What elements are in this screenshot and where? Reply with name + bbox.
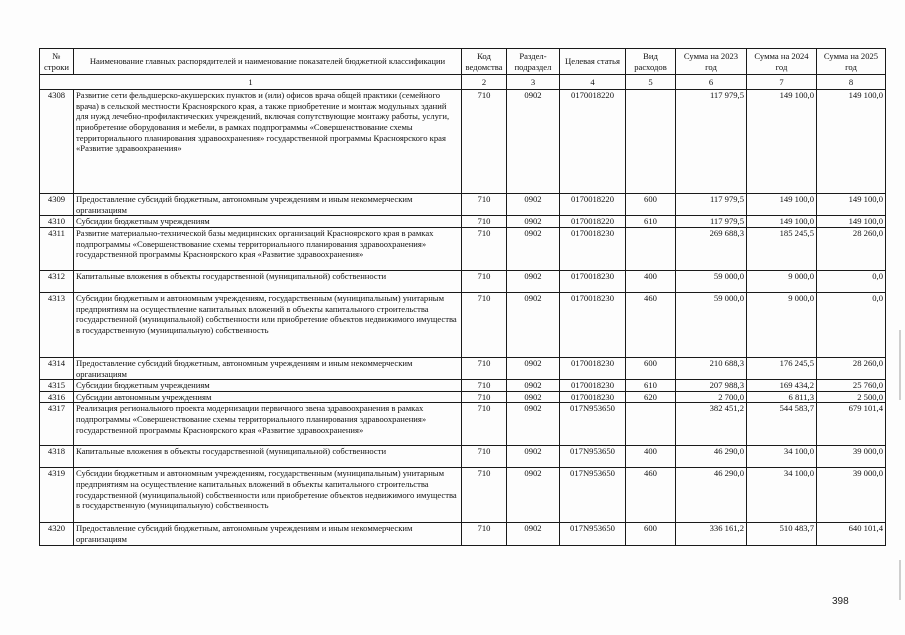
sum-2024-cell: 149 100,0 xyxy=(747,216,817,228)
vid-cell: 610 xyxy=(626,380,676,392)
table-row xyxy=(40,446,886,468)
vedomstvo-cell: 710 xyxy=(462,391,507,403)
vid-cell: 610 xyxy=(626,216,676,228)
statya-cell: 017N953650 xyxy=(560,446,626,468)
header-cell: Сумма на 2024 год xyxy=(747,49,817,75)
sum-2024-cell: 169 434,2 xyxy=(747,380,817,392)
sum-2025-cell: 0,0 xyxy=(817,270,886,292)
vid-cell: 600 xyxy=(626,523,676,545)
razdel-cell: 0902 xyxy=(507,468,560,523)
statya-cell: 017N953650 xyxy=(560,523,626,545)
statya-cell: 017N953650 xyxy=(560,468,626,523)
sum-2024-cell: 176 245,5 xyxy=(747,357,817,379)
row-number-cell: 4320 xyxy=(40,523,74,545)
sum-2024-cell: 9 000,0 xyxy=(747,270,817,292)
row-name-cell: Субсидии автономным учреждениям xyxy=(74,391,462,403)
vedomstvo-cell: 710 xyxy=(462,403,507,446)
header-cell: Наименование главных распорядителей и наименование показателей бюджетной классификации xyxy=(74,49,462,75)
row-number-cell: 4312 xyxy=(40,270,74,292)
header-row xyxy=(40,49,886,75)
sum-2023-cell: 117 979,5 xyxy=(676,216,747,228)
statya-cell: 0170018230 xyxy=(560,270,626,292)
sum-2025-cell: 149 100,0 xyxy=(817,90,886,194)
column-number-cell: 2 xyxy=(462,75,507,90)
razdel-cell: 0902 xyxy=(507,292,560,357)
razdel-cell: 0902 xyxy=(507,357,560,379)
scan-artifact xyxy=(899,330,901,400)
sum-2023-cell: 46 290,0 xyxy=(676,446,747,468)
vid-cell: 460 xyxy=(626,292,676,357)
row-name-cell: Реализация регионального проекта модернизации первичного звена здравоохранения в рамках подпрограммы «Совершенствование схемы территориального планирования здравоохранения» государственной программы Красноярского края «Развитие здравоохранения» xyxy=(74,403,462,446)
vedomstvo-cell: 710 xyxy=(462,194,507,216)
header-cell: Код ведомства xyxy=(462,49,507,75)
row-number-cell: 4313 xyxy=(40,292,74,357)
sum-2023-cell: 59 000,0 xyxy=(676,292,747,357)
sum-2024-cell: 149 100,0 xyxy=(747,90,817,194)
sum-2025-cell: 2 500,0 xyxy=(817,391,886,403)
razdel-cell: 0902 xyxy=(507,90,560,194)
vedomstvo-cell: 710 xyxy=(462,270,507,292)
razdel-cell: 0902 xyxy=(507,523,560,545)
sum-2024-cell: 6 811,3 xyxy=(747,391,817,403)
vid-cell: 600 xyxy=(626,357,676,379)
row-number-cell: 4315 xyxy=(40,380,74,392)
header-cell: Сумма на 2025 год xyxy=(817,49,886,75)
vedomstvo-cell: 710 xyxy=(462,357,507,379)
statya-cell: 0170018220 xyxy=(560,194,626,216)
statya-cell: 0170018230 xyxy=(560,380,626,392)
sum-2023-cell: 382 451,2 xyxy=(676,403,747,446)
row-name-cell: Развитие сети фельдшерско-акушерских пунктов и (или) офисов врача общей практики (семейного врача) в сельской местности Красноярского края, а также приобретение и монтаж модульных зданий для нужд лечебно-профилактических учреждений, включая сопутствующие монтажу работы, услуги, приобретение оборудования и мебели, в рамках подпрограммы «Совершенствование схемы территориального планирования здравоохранения» государственной программы Красноярского края «Развитие здравоохранения» xyxy=(74,90,462,194)
sum-2025-cell: 149 100,0 xyxy=(817,194,886,216)
row-name-cell: Развитие материально-технической базы медицинских организаций Красноярского края в рамках подпрограммы «Совершенствование схемы территориального планирования здравоохранения» государственной программы Красноярского края «Развитие здравоохранения» xyxy=(74,227,462,270)
column-number-cell: 8 xyxy=(817,75,886,90)
table-row xyxy=(40,292,886,357)
sum-2025-cell: 25 760,0 xyxy=(817,380,886,392)
vid-cell: 600 xyxy=(626,194,676,216)
budget-table xyxy=(39,48,886,546)
row-number-cell: 4308 xyxy=(40,90,74,194)
sum-2025-cell: 39 000,0 xyxy=(817,468,886,523)
column-number-row xyxy=(40,75,886,90)
sum-2024-cell: 34 100,0 xyxy=(747,446,817,468)
table-row xyxy=(40,403,886,446)
sum-2024-cell: 34 100,0 xyxy=(747,468,817,523)
page-number: 398 xyxy=(832,596,849,607)
column-number-cell: 3 xyxy=(507,75,560,90)
statya-cell: 0170018220 xyxy=(560,216,626,228)
razdel-cell: 0902 xyxy=(507,216,560,228)
header-cell: № строки xyxy=(40,49,74,75)
vedomstvo-cell: 710 xyxy=(462,446,507,468)
row-name-cell: Предоставление субсидий бюджетным, автономным учреждениям и иным некоммерческим организациям xyxy=(74,523,462,545)
column-number-cell: 5 xyxy=(626,75,676,90)
sum-2023-cell: 210 688,3 xyxy=(676,357,747,379)
sum-2023-cell: 46 290,0 xyxy=(676,468,747,523)
column-number-cell: 6 xyxy=(676,75,747,90)
vedomstvo-cell: 710 xyxy=(462,227,507,270)
table-row xyxy=(40,216,886,228)
row-name-cell: Капитальные вложения в объекты государственной (муниципальной) собственности xyxy=(74,446,462,468)
razdel-cell: 0902 xyxy=(507,227,560,270)
vid-cell xyxy=(626,227,676,270)
sum-2023-cell: 336 161,2 xyxy=(676,523,747,545)
vid-cell: 620 xyxy=(626,391,676,403)
row-number-cell: 4318 xyxy=(40,446,74,468)
sum-2024-cell: 149 100,0 xyxy=(747,194,817,216)
table-row xyxy=(40,90,886,194)
razdel-cell: 0902 xyxy=(507,194,560,216)
sum-2024-cell: 510 483,7 xyxy=(747,523,817,545)
vedomstvo-cell: 710 xyxy=(462,90,507,194)
sum-2024-cell: 544 583,7 xyxy=(747,403,817,446)
sum-2024-cell: 185 245,5 xyxy=(747,227,817,270)
razdel-cell: 0902 xyxy=(507,391,560,403)
vedomstvo-cell: 710 xyxy=(462,216,507,228)
row-name-cell: Субсидии бюджетным учреждениям xyxy=(74,380,462,392)
vedomstvo-cell: 710 xyxy=(462,380,507,392)
vedomstvo-cell: 710 xyxy=(462,292,507,357)
row-number-cell: 4317 xyxy=(40,403,74,446)
table-row xyxy=(40,468,886,523)
statya-cell: 0170018230 xyxy=(560,391,626,403)
vid-cell xyxy=(626,403,676,446)
row-number-cell: 4309 xyxy=(40,194,74,216)
table-row xyxy=(40,194,886,216)
row-number-cell: 4310 xyxy=(40,216,74,228)
sum-2025-cell: 149 100,0 xyxy=(817,216,886,228)
sum-2025-cell: 0,0 xyxy=(817,292,886,357)
scan-artifact xyxy=(899,560,901,600)
column-number-cell: 4 xyxy=(560,75,626,90)
table-row xyxy=(40,380,886,392)
row-number-cell: 4319 xyxy=(40,468,74,523)
table-row xyxy=(40,523,886,545)
header-cell: Сумма на 2023 год xyxy=(676,49,747,75)
razdel-cell: 0902 xyxy=(507,380,560,392)
statya-cell: 0170018230 xyxy=(560,292,626,357)
table-row xyxy=(40,391,886,403)
row-name-cell: Капитальные вложения в объекты государственной (муниципальной) собственности xyxy=(74,270,462,292)
sum-2025-cell: 640 101,4 xyxy=(817,523,886,545)
sum-2023-cell: 117 979,5 xyxy=(676,90,747,194)
sum-2023-cell: 269 688,3 xyxy=(676,227,747,270)
sum-2024-cell: 9 000,0 xyxy=(747,292,817,357)
column-number-cell: 7 xyxy=(747,75,817,90)
vid-cell xyxy=(626,90,676,194)
razdel-cell: 0902 xyxy=(507,270,560,292)
statya-cell: 0170018230 xyxy=(560,357,626,379)
vedomstvo-cell: 710 xyxy=(462,468,507,523)
row-number-cell: 4314 xyxy=(40,357,74,379)
sum-2023-cell: 2 700,0 xyxy=(676,391,747,403)
column-number-cell: 1 xyxy=(40,75,462,90)
row-name-cell: Субсидии бюджетным учреждениям xyxy=(74,216,462,228)
razdel-cell: 0902 xyxy=(507,403,560,446)
statya-cell: 017N953650 xyxy=(560,403,626,446)
row-number-cell: 4316 xyxy=(40,391,74,403)
sum-2023-cell: 207 988,3 xyxy=(676,380,747,392)
vid-cell: 400 xyxy=(626,270,676,292)
sum-2025-cell: 28 260,0 xyxy=(817,357,886,379)
sum-2023-cell: 117 979,5 xyxy=(676,194,747,216)
header-cell: Раздел-подраздел xyxy=(507,49,560,75)
table-row xyxy=(40,270,886,292)
table-row xyxy=(40,227,886,270)
vid-cell: 400 xyxy=(626,446,676,468)
row-name-cell: Субсидии бюджетным и автономным учреждениям, государственным (муниципальным) унитарным предприятиям на осуществление капитальных вложений в объекты капитального строительства государственной (муниципальной) собственности или приобретение объектов недвижимого имущества в государственную (муниципальную) собственность xyxy=(74,468,462,523)
sum-2023-cell: 59 000,0 xyxy=(676,270,747,292)
row-name-cell: Предоставление субсидий бюджетным, автономным учреждениям и иным некоммерческим организациям xyxy=(74,194,462,216)
sum-2025-cell: 679 101,4 xyxy=(817,403,886,446)
table-row xyxy=(40,357,886,379)
row-number-cell: 4311 xyxy=(40,227,74,270)
header-cell: Целевая статья xyxy=(560,49,626,75)
sum-2025-cell: 28 260,0 xyxy=(817,227,886,270)
vid-cell: 460 xyxy=(626,468,676,523)
statya-cell: 0170018220 xyxy=(560,90,626,194)
sum-2025-cell: 39 000,0 xyxy=(817,446,886,468)
vedomstvo-cell: 710 xyxy=(462,523,507,545)
row-name-cell: Субсидии бюджетным и автономным учреждениям, государственным (муниципальным) унитарным предприятиям на осуществление капитальных вложений в объекты капитального строительства государственной (муниципальной) собственности или приобретение объектов недвижимого имущества в государственную (муниципальную) собственность xyxy=(74,292,462,357)
razdel-cell: 0902 xyxy=(507,446,560,468)
statya-cell: 0170018230 xyxy=(560,227,626,270)
header-cell: Вид расходов xyxy=(626,49,676,75)
row-name-cell: Предоставление субсидий бюджетным, автономным учреждениям и иным некоммерческим организациям xyxy=(74,357,462,379)
